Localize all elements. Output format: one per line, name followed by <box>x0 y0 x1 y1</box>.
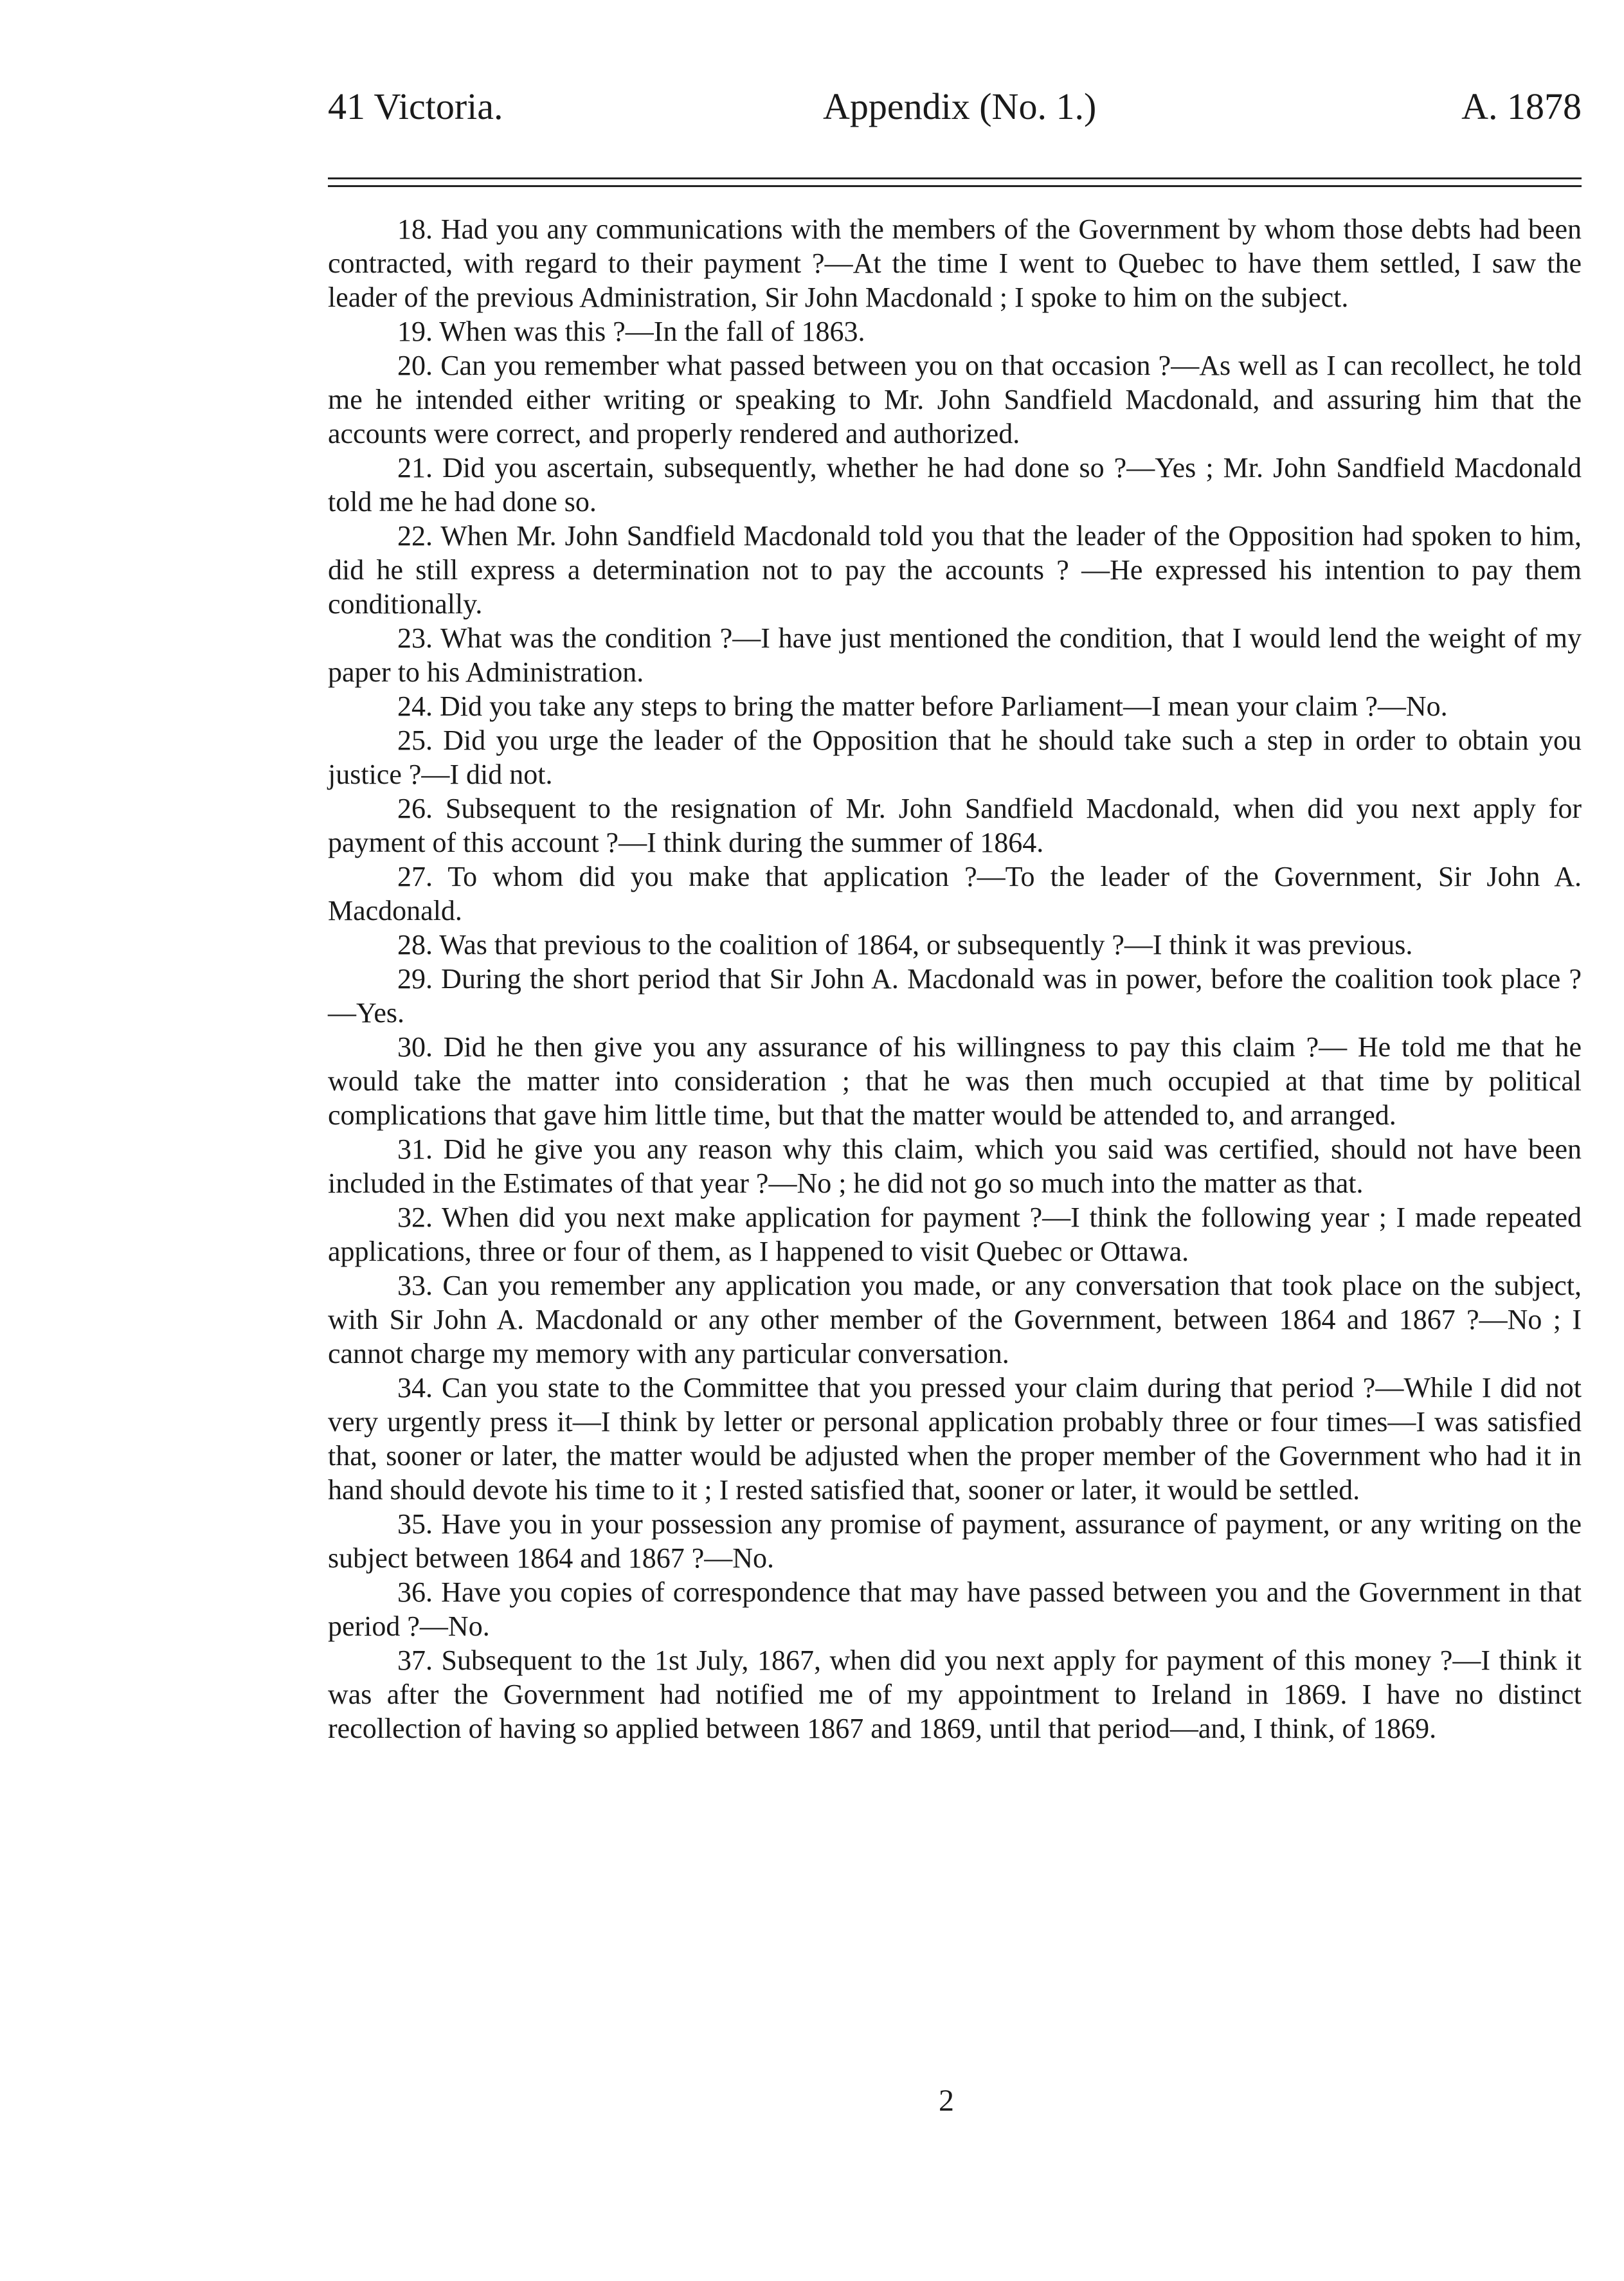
page-number: 2 <box>939 2084 954 2118</box>
header-session: 41 Victoria. <box>328 86 503 127</box>
header-year: A. 1878 <box>1461 86 1582 127</box>
question-34: 34. Can you state to the Committee that you pressed your claim during that period ?—While I did not very urgently press it—I think by letter or personal application probably three or four times—I was satisfied that, sooner or later, the matter would be adjusted when the proper member of the Government who had it in hand should devote his time to it ; I rested satisfied that, sooner or later, it would be settled. <box>328 1372 1582 1506</box>
header-rule-top <box>328 177 1582 179</box>
question-33: 33. Can you remember any application you made, or any conversation that took place on the subject, with Sir John A. Macdonald or any other member of the Government, between 1864 and 1867 ?—No ; I cannot charge my memory with any particular conversation. <box>328 1270 1582 1369</box>
question-24: 24. Did you take any steps to bring the matter before Parliament—I mean your claim ?—No. <box>397 690 1448 722</box>
question-29: 29. During the short period that Sir John A. Macdonald was in power, before the coalition took place ?—Yes. <box>328 963 1582 1029</box>
question-20: 20. Can you remember what passed between you on that occasion ?—As well as I can recollect, he told me he intended either writing or speaking to Mr. John Sandfield Macdonald, and assuring him that the accounts were correct, and properly rendered and authorized. <box>328 350 1582 449</box>
question-30: 30. Did he then give you any assurance of his willingness to pay this claim ?— He told me that he would take the matter into consideration ; that he was then much occupied at that time by political complications that gave him little time, but that the matter would be attended to, and arranged. <box>328 1031 1582 1131</box>
question-18: 18. Had you any communications with the members of the Government by whom those debts had been contracted, with regard to their payment ?—At the time I went to Quebec to have them settled, I saw the leader of the previous Administration, Sir John Macdonald ; I spoke to him on the subject. <box>328 213 1582 313</box>
question-26: 26. Subsequent to the resignation of Mr. John Sandfield Macdonald, when did you next apply for payment of this account ?—I think during the summer of 1864. <box>328 793 1582 858</box>
running-header <box>328 85 1582 130</box>
question-23: 23. What was the condition ?—I have just mentioned the condition, that I would lend the weight of my paper to his Administration. <box>328 622 1582 688</box>
testimony-body <box>328 212 1582 1745</box>
header-rule-bottom <box>328 185 1582 187</box>
question-31: 31. Did he give you any reason why this claim, which you said was certified, should not have been included in the Estimates of that year ?—No ; he did not go so much into the matter as that. <box>328 1133 1582 1199</box>
question-22: 22. When Mr. John Sandfield Macdonald told you that the leader of the Opposition had spoken to him, did he still express a determination not to pay the accounts ? —He expressed his intention to pay them conditionally. <box>328 520 1582 620</box>
question-27: 27. To whom did you make that application ?—To the leader of the Government, Sir John A. Macdonald. <box>328 861 1582 926</box>
question-19: 19. When was this ?—In the fall of 1863. <box>397 316 865 347</box>
question-37: 37. Subsequent to the 1st July, 1867, when did you next apply for payment of this money ?—I think it was after the Government had notified me of my appointment to Ireland in 1869. I have no distinct recollection of having so applied between 1867 and 1869, until that period—and, I think, of 1869. <box>328 1645 1582 1744</box>
question-32: 32. When did you next make application for payment ?—I think the following year ; I made repeated applications, three or four of them, as I happened to visit Quebec or Ottawa. <box>328 1202 1582 1267</box>
question-25: 25. Did you urge the leader of the Opposition that he should take such a step in order to obtain you justice ?—I did not. <box>328 725 1582 790</box>
question-35: 35. Have you in your possession any promise of payment, assurance of payment, or any writing on the subject between 1864 and 1867 ?—No. <box>328 1508 1582 1574</box>
question-28: 28. Was that previous to the coalition of 1864, or subsequently ?—I think it was previous. <box>397 929 1413 960</box>
question-21: 21. Did you ascertain, subsequently, whether he had done so ?—Yes ; Mr. John Sandfield Macdonald told me he had done so. <box>328 452 1582 518</box>
header-appendix: Appendix (No. 1.) <box>823 86 1097 127</box>
question-36: 36. Have you copies of correspondence that may have passed between you and the Government in that period ?—No. <box>328 1576 1582 1642</box>
